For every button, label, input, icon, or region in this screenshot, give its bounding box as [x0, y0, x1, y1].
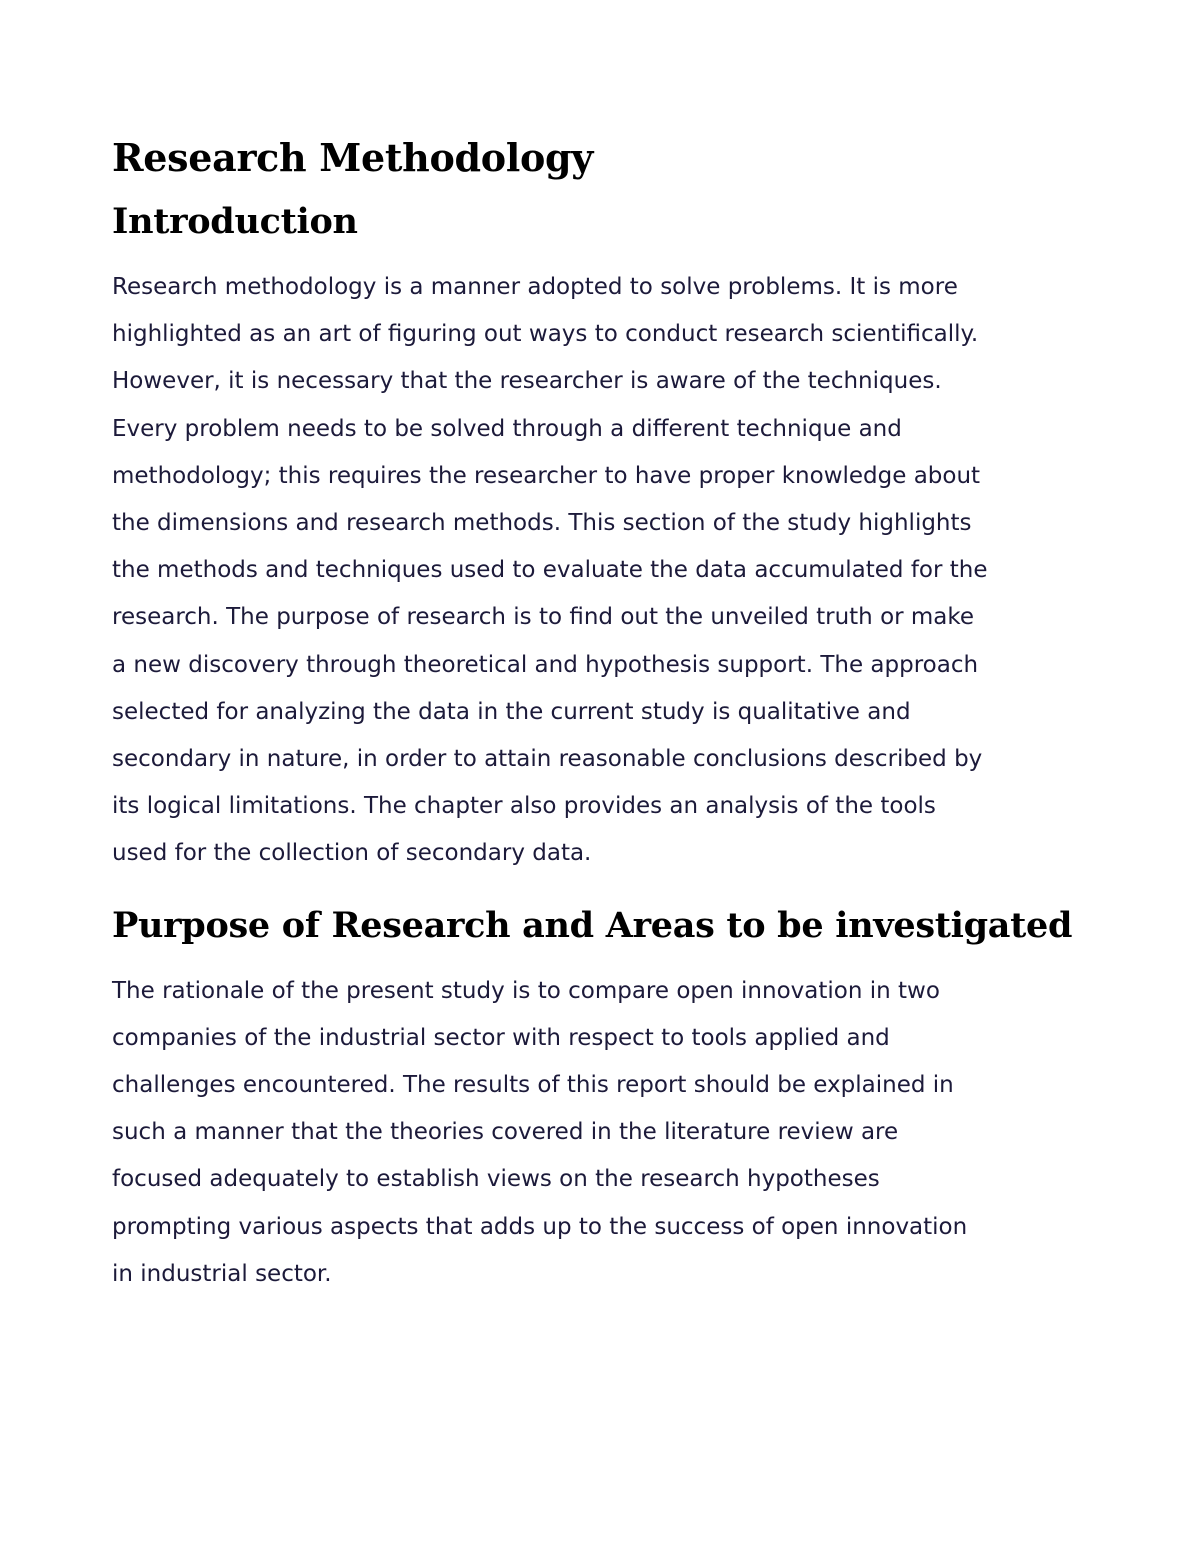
text-line: companies of the industrial sector with respect to tools applied and [112, 1024, 890, 1051]
text-line: used for the collection of secondary data. [112, 840, 592, 867]
text-line: secondary in nature, in order to attain reasonable conclusions described by [112, 746, 983, 773]
text-line: challenges encountered. The results of this report should be explained in [112, 1072, 954, 1099]
text-line: in industrial sector. [112, 1260, 332, 1287]
text-line: such a manner that the theories covered in the literature review are [112, 1119, 899, 1146]
text-line: research. The purpose of research is to find out the unveiled truth or make [112, 604, 975, 631]
text-line: The rationale of the present study is to compare open innovation in two [112, 977, 940, 1004]
text-line: highlighted as an art of figuring out ways to conduct research scientifically. [112, 321, 979, 348]
text-line: However, it is necessary that the researcher is aware of the techniques. [112, 368, 942, 395]
section-heading-introduction: Introduction [112, 201, 358, 242]
section-heading-purpose: Purpose of Research and Areas to be investigated [112, 904, 1073, 946]
page-title: Research Methodology [112, 135, 594, 180]
text-line: a new discovery through theoretical and hypothesis support. The approach [112, 651, 979, 678]
text-line: methodology; this requires the researcher to have proper knowledge about [112, 462, 981, 489]
text-line: prompting various aspects that adds up to the success of open innovation [112, 1213, 968, 1240]
text-line: the dimensions and research methods. This section of the study highlights [112, 510, 972, 537]
text-line: the methods and techniques used to evaluate the data accumulated for the [112, 557, 988, 584]
document-content [112, 132, 1092, 1298]
text-line: its logical limitations. The chapter also provides an analysis of the tools [112, 793, 936, 820]
text-line: Every problem needs to be solved through a different technique and [112, 415, 902, 442]
text-line: Research methodology is a manner adopted to solve problems. It is more [112, 274, 958, 300]
text-line: selected for analyzing the data in the current study is qualitative and [112, 698, 911, 725]
text-line: focused adequately to establish views on the research hypotheses [112, 1166, 880, 1193]
purpose-paragraph [112, 968, 1092, 1298]
introduction-paragraph [112, 264, 1092, 878]
